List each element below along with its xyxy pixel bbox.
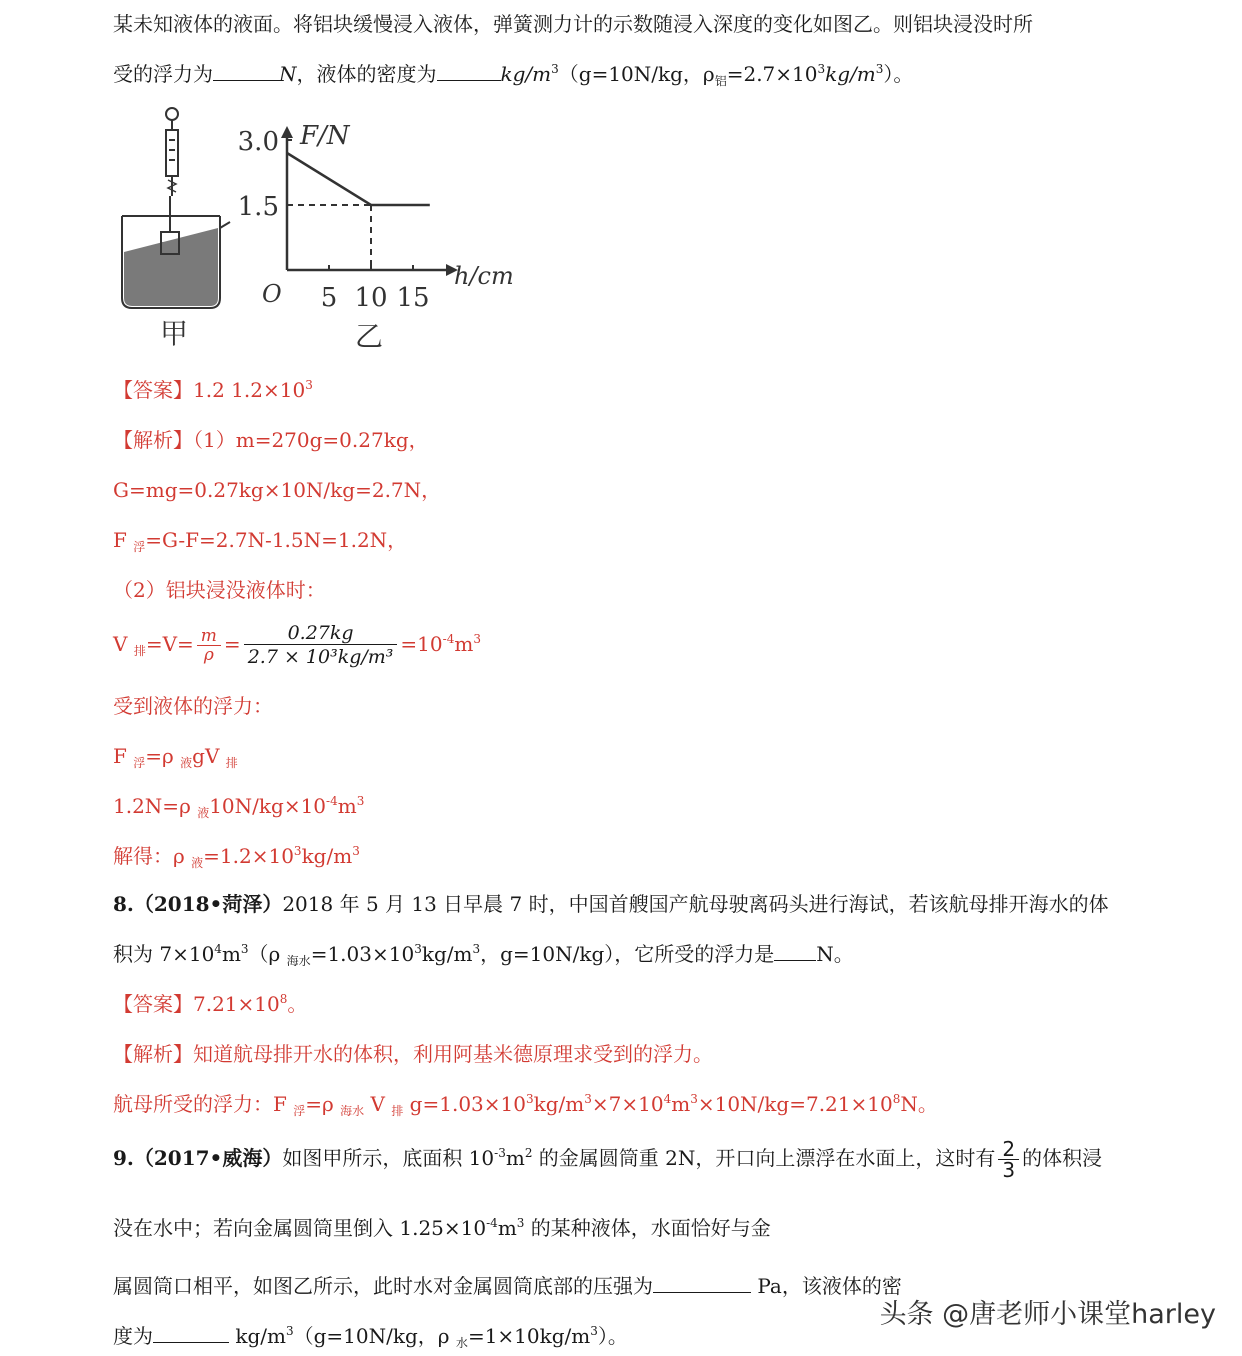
q7-explanation-head bbox=[113, 426, 429, 454]
explanation-text: F bbox=[113, 528, 134, 552]
explanation-text: = bbox=[223, 632, 241, 656]
fraction-m-over-rho: $\frac{m}{\rho}$ bbox=[197, 627, 221, 664]
answer-blank bbox=[653, 1274, 751, 1293]
superscript: 3 bbox=[584, 1092, 592, 1106]
q9-line-2: 没在水中；若向金属圆筒里倒入 $1.25\times 10^{-4}m^3$ 的某种液体，水面恰好与金 bbox=[113, 1216, 771, 1240]
q7-explanation-line bbox=[113, 576, 326, 604]
q7-explanation-line bbox=[113, 692, 273, 720]
answer-text: 【答案】1.2 1.2×10 bbox=[113, 378, 306, 402]
watermark: 头条 @唐老师小课堂harley bbox=[879, 1299, 1216, 1330]
q7-text: kg/m bbox=[825, 62, 876, 86]
superscript: 3 bbox=[293, 844, 302, 858]
q7-explanation-line bbox=[113, 476, 441, 504]
explanation-text: =V= bbox=[145, 632, 194, 656]
superscript: 4 bbox=[663, 1092, 672, 1106]
q7-text: （g=10N/kg，ρ bbox=[558, 62, 715, 86]
explanation-text: m bbox=[454, 632, 474, 656]
y-axis-arrow bbox=[281, 126, 293, 138]
q7-text: 受的浮力为 bbox=[113, 62, 213, 86]
superscript: -4 bbox=[486, 1216, 498, 1230]
subscript: 铝 bbox=[714, 74, 727, 88]
explanation-text: G=mg=0.27kg×10N/kg=2.7N， bbox=[113, 478, 442, 502]
explanation-text: 受到液体的浮力： bbox=[113, 694, 273, 718]
question-text: 2018 年 5 月 13 日早晨 7 时，中国首艘国产航母驶离码头进行海试，若该航母排开海水的体 bbox=[282, 892, 1109, 916]
x-tick-label: 10 bbox=[354, 283, 388, 313]
q7-text: =2.7×10 bbox=[726, 62, 818, 86]
superscript: 8 bbox=[892, 1092, 901, 1106]
superscript: 3 bbox=[414, 942, 422, 956]
answer-blank bbox=[437, 62, 501, 81]
q7-text: 某未知液体的液面。将铝块缓慢浸入液体，弹簧测力计的示数随浸入深度的变化如图乙。则铝块浸没时所 bbox=[113, 12, 1033, 36]
subscript: 排 bbox=[225, 756, 238, 770]
superscript: 3 bbox=[240, 942, 249, 956]
answer-blank bbox=[774, 942, 816, 961]
superscript: 4 bbox=[214, 942, 222, 956]
origin-label: O bbox=[262, 280, 282, 308]
x-axis-label: h/cm bbox=[454, 262, 514, 290]
superscript: 3 bbox=[285, 1324, 294, 1338]
q9-line-3: 属圆筒口相平，如图乙所示，此时水对金属圆筒底部的压强为 Pa，该液体的密 bbox=[113, 1274, 902, 1298]
subscript: 浮 bbox=[293, 1104, 306, 1118]
subscript: 水 bbox=[455, 1336, 468, 1350]
explanation-text: （2）铝块浸没液体时： bbox=[113, 578, 326, 602]
x-tick-label: 5 bbox=[320, 283, 338, 313]
q7-volume-formula bbox=[113, 614, 481, 674]
superscript: 3 bbox=[352, 844, 360, 858]
q7-explanation-line: 1.2N=ρ $_液10N/kg\times 10^{-4}m^3$ bbox=[113, 794, 365, 820]
superscript: 3 bbox=[875, 62, 884, 76]
q8-explanation: 【解析】知道航母排开水的体积，利用阿基米德原理求受到的浮力。 bbox=[113, 1042, 713, 1066]
superscript: 8 bbox=[279, 992, 288, 1006]
q7-answer bbox=[113, 376, 313, 404]
q8-line-1 bbox=[113, 890, 1109, 918]
subscript: 液 bbox=[191, 856, 204, 870]
explanation-text: V bbox=[113, 632, 134, 656]
subscript: 排 bbox=[133, 644, 146, 658]
superscript: 3 bbox=[525, 1092, 534, 1106]
scale-body bbox=[166, 130, 178, 176]
q7-line-2 bbox=[113, 60, 913, 88]
force-depth-graph bbox=[238, 121, 514, 313]
q7-explanation-line: F $_浮$=ρ $_液$gV $_排$ bbox=[113, 744, 238, 770]
q7-explanation-line bbox=[113, 526, 407, 554]
subscript: 浮 bbox=[133, 756, 146, 770]
superscript: 3 bbox=[817, 62, 826, 76]
series-line bbox=[287, 153, 430, 205]
superscript: 3 bbox=[472, 942, 481, 956]
q9-line-4: 度为 $kg/m^3(g=10N/kg$，ρ $_水=1\times 10kg/m^3$）。 bbox=[113, 1324, 628, 1350]
q7-line-1 bbox=[113, 10, 1033, 38]
y-tick-label: 1.5 bbox=[237, 192, 279, 222]
subscript: 排 bbox=[391, 1104, 404, 1118]
superscript: 2 bbox=[524, 1146, 533, 1160]
question-number: 8.（2018•菏泽） bbox=[113, 892, 283, 916]
q7-text: kg/m bbox=[500, 62, 552, 86]
explanation-text: =G-F=2.7N-1.5N=1.2N， bbox=[145, 528, 408, 552]
x-tick-label: 15 bbox=[396, 283, 430, 313]
fraction-mass-over-density: $\frac{0.27kg}{\text{2.7 × 10³kg/m³}}$ bbox=[244, 622, 398, 669]
q7-figure bbox=[110, 100, 530, 352]
explanation-text: =10 bbox=[400, 632, 443, 656]
explanation-text: 【解析】（1）m=270g=0.27kg， bbox=[113, 428, 429, 452]
superscript: 3 bbox=[690, 1092, 698, 1106]
scale-ring bbox=[166, 108, 178, 120]
superscript: -4 bbox=[442, 632, 455, 646]
q7-text: N bbox=[279, 62, 297, 86]
subscript: 液 bbox=[197, 806, 210, 820]
fraction-two-thirds: $\frac{2}{3}$ bbox=[998, 1139, 1019, 1180]
y-axis-label: F/N bbox=[300, 121, 350, 151]
superscript: 3 bbox=[305, 378, 313, 392]
superscript: 3 bbox=[473, 632, 481, 646]
superscript: 3 bbox=[590, 1324, 598, 1338]
q7-explanation-line: 解得：ρ $_液=1.2\times 10^3kg/m^3$ bbox=[113, 844, 360, 870]
q7-text: ）。 bbox=[883, 62, 914, 86]
subscript: 液 bbox=[180, 756, 193, 770]
superscript: 3 bbox=[356, 794, 365, 808]
subscript: 海水 bbox=[286, 954, 311, 968]
q8-answer: 【答案】$7.21\times 10^8$。 bbox=[113, 992, 308, 1016]
subscript: 海水 bbox=[340, 1104, 365, 1118]
superscript: -3 bbox=[494, 1146, 506, 1160]
superscript: 3 bbox=[516, 1216, 525, 1230]
q8-calculation: 航母所受的浮力：F $_浮$=ρ $_{海水}$ V $_排$ $g=1.03\times 10^3kg/m^3\times 7\times 10^4m^3\times 10N/kg=7.21\times 10^8N$。 bbox=[113, 1092, 938, 1118]
q7-text: ，液体的密度为 bbox=[296, 62, 437, 86]
spring-scale-apparatus bbox=[122, 108, 230, 308]
figure-label-jia: 甲 bbox=[160, 317, 189, 350]
subscript: 浮 bbox=[133, 540, 146, 554]
answer-blank bbox=[213, 62, 279, 81]
y-tick-label: 3.0 bbox=[237, 127, 279, 157]
superscript: -4 bbox=[326, 794, 338, 808]
q9-line-1: 9.（2017•威海）如图甲所示，底面积 $10^{-3}m^2$ 的金属圆筒重 2N，开口向上漂浮在水面上，这时有 $\frac{2}{3}$ 的体积浸 bbox=[113, 1137, 1103, 1182]
question-number: 9.（2017•威海） bbox=[113, 1146, 283, 1170]
figure-label-yi: 乙 bbox=[355, 320, 384, 352]
answer-blank bbox=[153, 1324, 229, 1343]
superscript: 3 bbox=[551, 62, 559, 76]
q8-line-2: 积为 $7\times 10^4m^3(\rho$ $_{海水}=1.03\times 10^3kg/m^3$，g=10N/kg），它所受的浮力是 N。 bbox=[113, 942, 854, 968]
